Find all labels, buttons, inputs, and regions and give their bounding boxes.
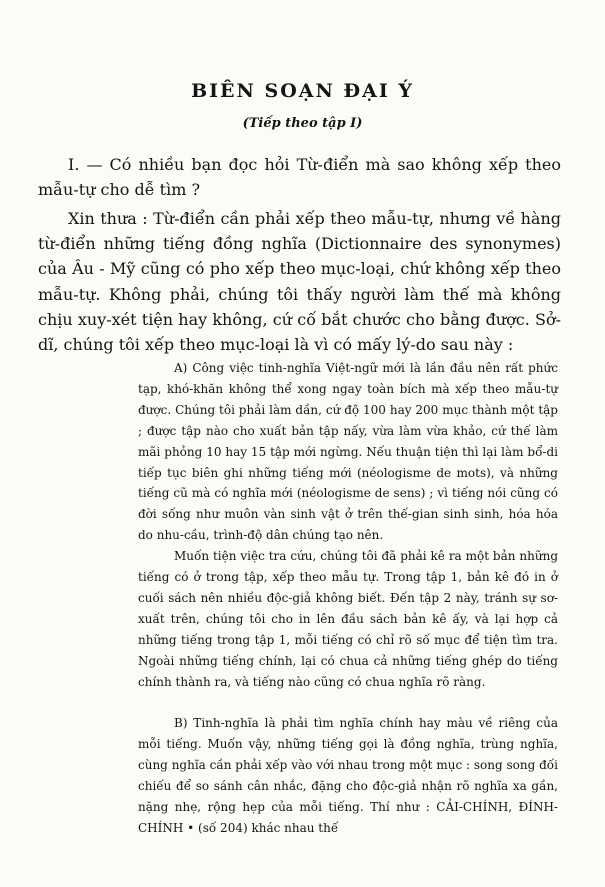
section-b [138,713,558,838]
chapter-subtitle: (Tiếp theo tập I) [242,116,363,131]
section-a-paragraph-1: A) Công việc tinh-nghĩa Việt-ngữ mới là lần đầu nên rất phức tạp, khó-khăn không thể xong ngay toàn bích mà xếp theo mẫu-tự được. Chúng tôi phải làm dần, cứ độ 100 hay 200 mục thành một tập ; được tập nào cho xuất bản tập nấy, vừa làm vừa khảo, cứ thế làm mãi phỏng 10 hay 15 tập mới ngừng. Nếu thuận tiện thì lại làm bổ-di tiếp tục biên ghi những tiếng mới (néologisme de mots), và những tiếng cũ mà có nghĩa mới (néologisme de sens) ; vì tiếng nói cũng có đời sống như muôn vàn sinh vật ở trên thế-gian sinh sinh, hóa hóa do nhu-cầu, trình-độ dân chúng tạo nên. [138,361,558,543]
question-block [38,152,561,202]
section-b-paragraph-1: B) Tinh-nghĩa là phải tìm nghĩa chính hay màu về riêng của mỗi tiếng. Muốn vậy, những tiếng gọi là đồng nghĩa, trùng nghĩa, cùng nghĩa cần phải xếp vào với nhau trong một mục : song song đối chiếu để so sánh cân nhắc, đặng cho độc-giả nhận rõ nghĩa xa gần, nặng nhẹ, rộng hẹp của mỗi tiếng. Thí như : CẢI-CHÍNH, ĐÍNH-CHÍNH • (số 204) khác nhau thế [138,716,558,835]
answer-paragraph: Xin thưa : Từ-điển cần phải xếp theo mẫu-tự, nhưng về hàng từ-điển những tiếng đồng nghĩa (Dictionnaire des synonymes) của Âu - Mỹ cũng có pho xếp theo mục-loại, chứ không xếp theo mẫu-tự. Không phải, chúng tôi thấy người làm thế mà không chịu xuy-xét tiện hay không, cứ cố bắt chước cho bằng được. Sở-dĩ, chúng tôi xếp theo mục-loại là vì có mấy lý-do sau này : [38,209,561,355]
section-a [138,358,558,693]
section-a-paragraph-2: Muốn tiện việc tra cứu, chúng tôi đã phải kê ra một bản những tiếng có ở trong tập, xếp theo mẫu tự. Trong tập 1, bản kê đó in ở cuối sách nên nhiều độc-giả không biết. Đến tập 2 này, tránh sự sơ-xuất trên, chúng tôi cho in lên đầu sách bản kê ấy, và lại hợp cả những tiếng trong tập 1, mỗi tiếng có chỉ rõ số mục để tiện tìm tra. Ngoài những tiếng chính, lại có chua cả những tiếng ghép do tiếng chính thành ra, và tiếng nào cũng có chua nghĩa rõ ràng. [138,549,558,689]
question-paragraph: I. — Có nhiều bạn đọc hỏi Từ-điển mà sao không xếp theo mẫu-tự cho dễ tìm ? [38,155,561,200]
chapter-title: BIÊN SOẠN ĐẠI Ý [191,80,414,102]
answer-block [38,206,561,357]
